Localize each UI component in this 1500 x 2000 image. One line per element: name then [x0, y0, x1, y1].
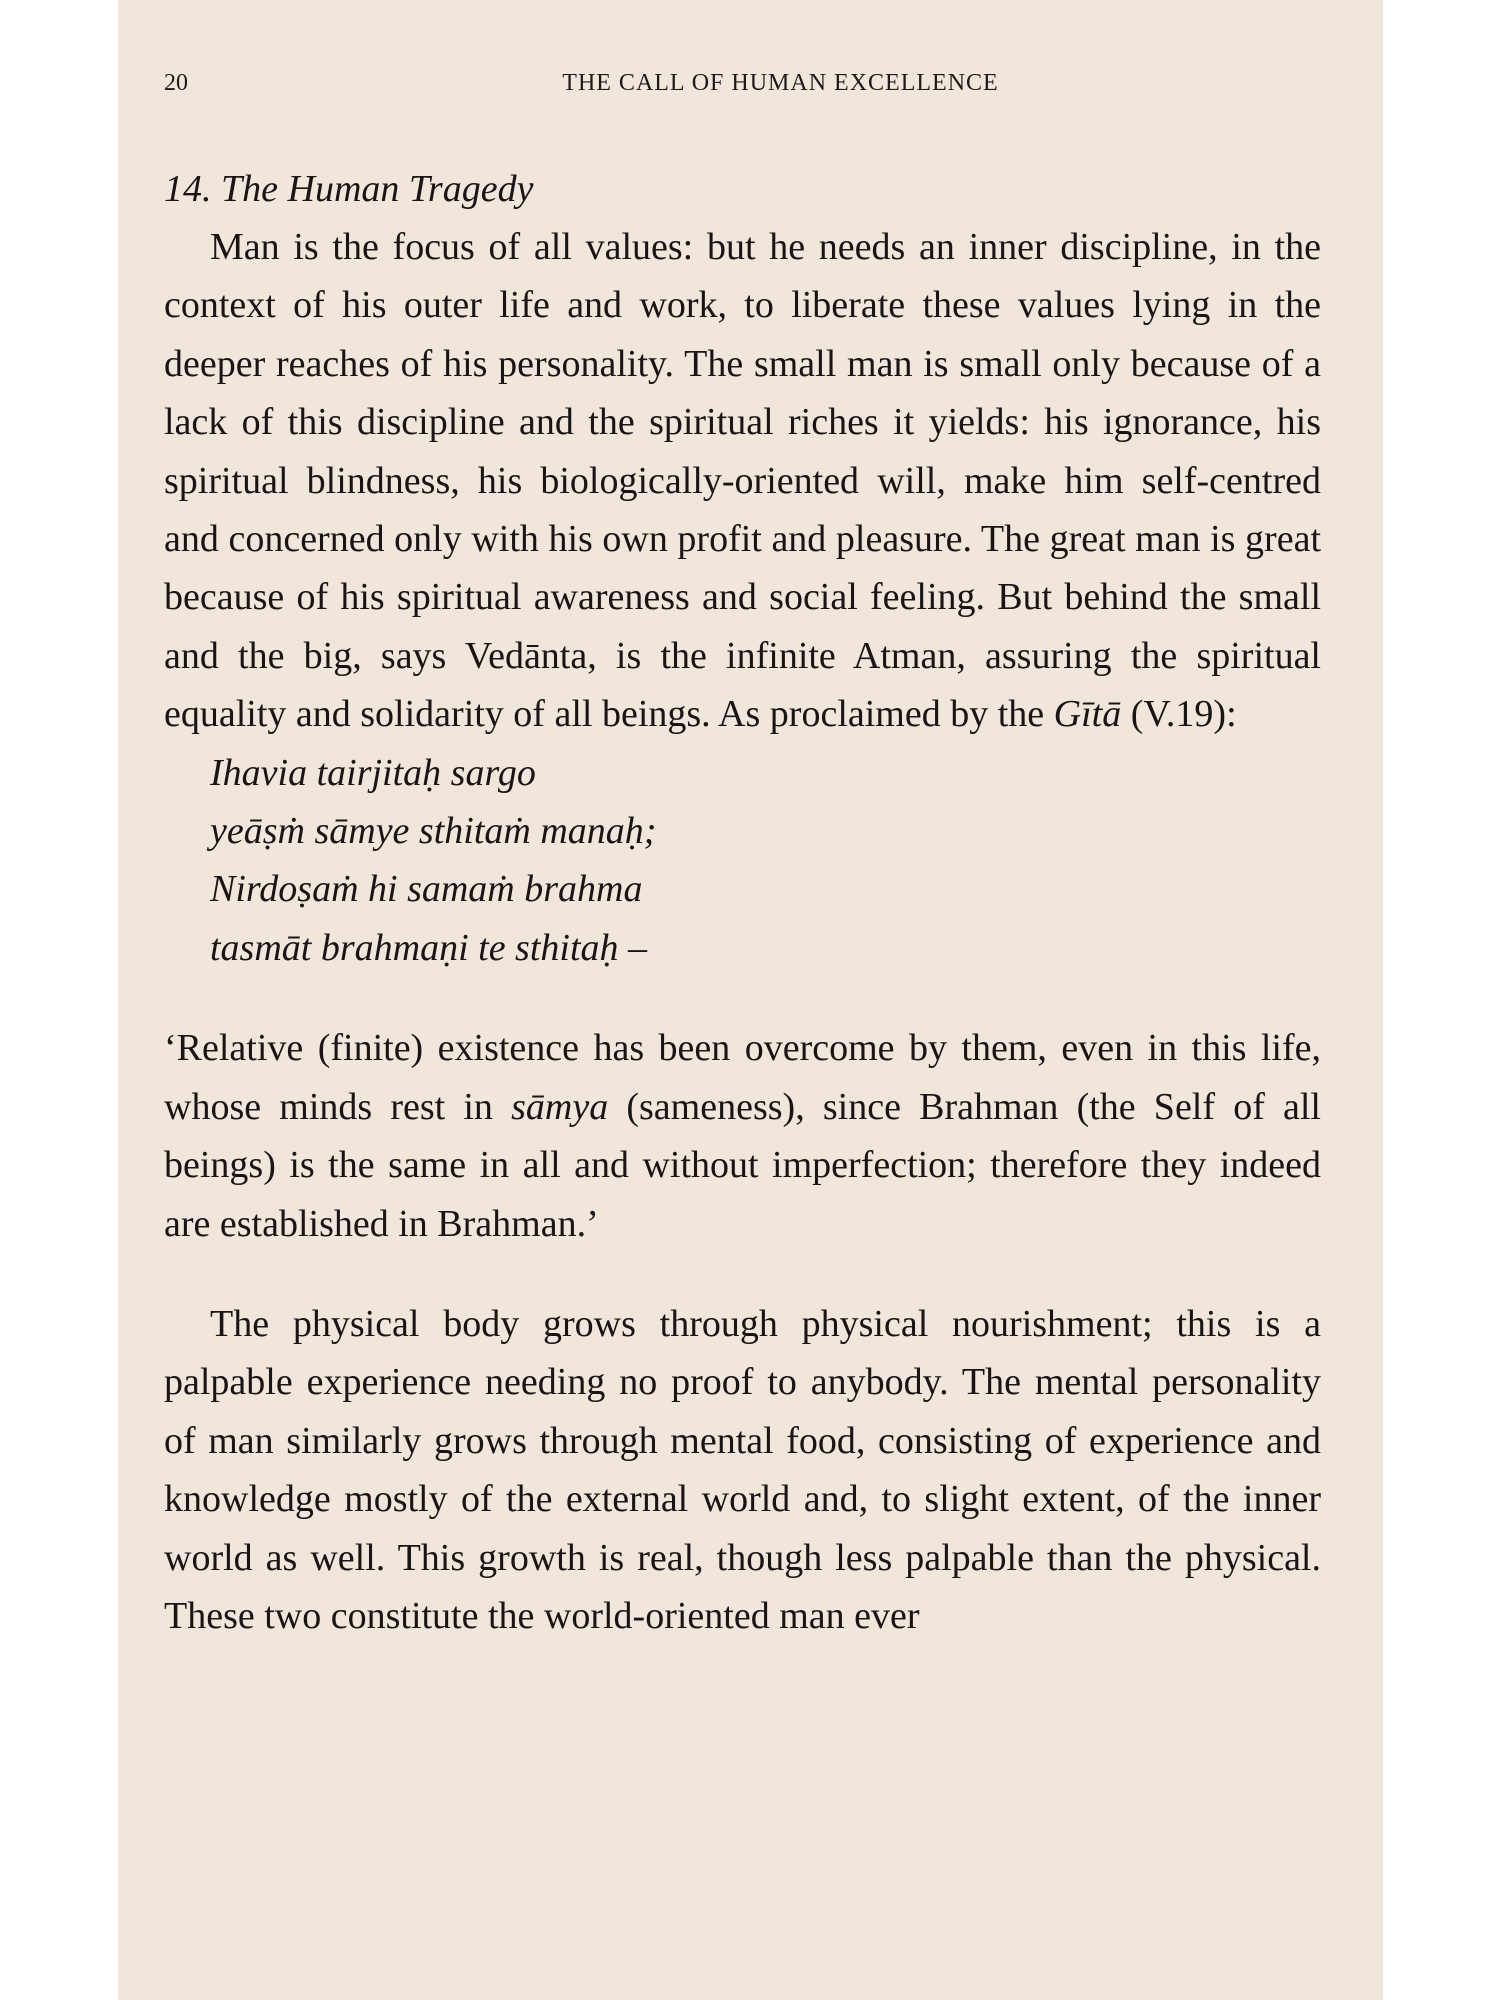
- gita-reference: Gītā: [1053, 693, 1122, 736]
- section-title: 14. The Human Tragedy: [164, 168, 534, 210]
- running-title: THE CALL OF HUMAN EXCELLENCE: [562, 70, 999, 96]
- samya-term: sāmya: [511, 1085, 609, 1128]
- paragraph-human-values: [164, 218, 1321, 744]
- spacer: [164, 1253, 1321, 1295]
- paragraph-physical-body: The physical body grows through physical nourishment; this is a palpable experience needing no proof to anybody. The mental personality of man similarly grows through mental food, consisting of experience and knowledge mostly of the external world and, to slight extent, of the inner world as well. This growth is real, though less palpable than the physical. These two constitute the world-oriented man ever: [164, 1302, 1321, 1637]
- paragraph-2-text-b: (sameness), since Brahman (the Self of all beings) is the same in all and without imperfection; therefore they indeed are established in Brahman.’: [164, 1085, 1321, 1245]
- page-number: 20: [164, 70, 188, 96]
- sanskrit-verse: [164, 744, 1321, 978]
- paragraph-2-text-a: ‘Relative (finite) existence has been overcome by them, even in this life, whose minds rest in: [164, 1027, 1321, 1128]
- verse-line-4: tasmāt brahmaṇi te sthitaḥ –: [210, 926, 648, 969]
- page-header: [164, 70, 1337, 110]
- spacer: [164, 977, 1321, 1019]
- paragraph-verse-translation: [164, 1019, 1321, 1253]
- book-page: [118, 0, 1383, 2000]
- verse-line-1: Ihavia tairjitaḥ sargo: [210, 751, 536, 794]
- paragraph-1-text-b: (V.19):: [1121, 693, 1237, 736]
- verse-line-3: Nirdoṣaṁ hi samaṁ brahma: [210, 868, 643, 911]
- body-text: [164, 160, 1321, 1645]
- verse-line-2: yeāṣṁ sāmye sthitaṁ manaḥ;: [210, 810, 657, 853]
- paragraph-1-text-a: Man is the focus of all values: but he needs an inner discipline, in the context of his outer life and work, to liberate these values lying in the deeper reaches of his personality. The small man is small only because of a lack of this discipline and the spiritual riches it yields: his ignorance, his spiritual blindness, his biologically-oriented will, make him self-centred and concerned only with his own profit and pleasure. The great man is great because of his spiritual awareness and social feeling. But behind the small and the big, says Vedānta, is the infinite Atman, assuring the spiritual equality and solidarity of all beings. As proclaimed by the: [164, 226, 1321, 736]
